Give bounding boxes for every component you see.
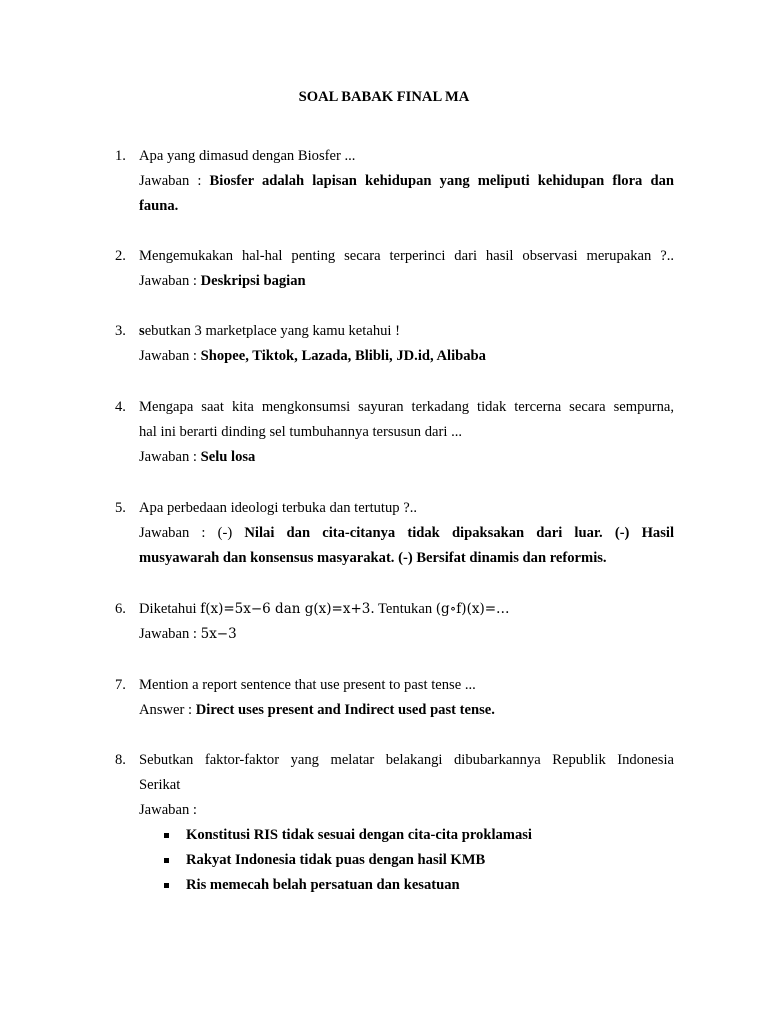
question-item-5 — [115, 496, 674, 571]
answer-line — [139, 622, 674, 647]
math-answer-expression: 5x−3 — [200, 626, 237, 642]
answer-text: Shopee, Tiktok, Lazada, Blibli, JD.id, Alibaba — [200, 348, 486, 364]
question-text-rest: ebutkan 3 marketplace yang kamu ketahui ! — [144, 323, 400, 339]
question-text: Sebutkan faktor-faktor yang melatar belakangi dibubarkannya Republik Indonesia — [139, 752, 674, 768]
document-title: SOAL BABAK FINAL MA — [298, 89, 470, 105]
question-text-continued: hal ini berarti dinding sel tumbuhannya tersusun dari ... — [139, 424, 463, 440]
question-text: Mengapa saat kita mengkonsumsi sayuran terkadang tidak tercerna secara sempurna, — [139, 399, 674, 415]
bullet-text: Konstitusi RIS tidak sesuai dengan cita-cita proklamasi — [186, 827, 532, 843]
answer-text-continued: fauna. — [139, 198, 179, 214]
square-bullet-icon — [164, 883, 169, 888]
question-number: 7. — [115, 677, 126, 693]
answer-label: Answer : — [139, 702, 196, 718]
question-number: 2. — [115, 248, 126, 264]
question-item-2 — [115, 244, 674, 294]
answer-text: Nilai dan cita-citanya tidak dipaksakan dari luar. (-) Hasil — [244, 525, 675, 541]
square-bullet-icon — [164, 858, 169, 863]
answer-label: Jawaban : — [139, 802, 197, 818]
answer-label: Jawaban : (-) — [139, 525, 245, 541]
answer-label: Jawaban : — [139, 273, 201, 289]
question-item-1 — [115, 144, 674, 219]
square-bullet-icon — [164, 833, 169, 838]
question-text-continued: Serikat — [139, 777, 181, 793]
answer-text: Selu losa — [200, 449, 256, 465]
answer-label: Jawaban : — [139, 449, 201, 465]
answer-text: Biosfer adalah lapisan kehidupan yang meliputi kehidupan flora dan — [209, 173, 674, 189]
answer-line — [139, 269, 674, 294]
answer-bullet-item — [139, 873, 674, 898]
bullet-text: Ris memecah belah persatuan dan kesatuan — [186, 877, 460, 893]
question-text — [139, 597, 674, 622]
question-number: 4. — [115, 399, 126, 415]
answer-label: Jawaban : — [139, 626, 201, 642]
answer-label: Jawaban : — [139, 173, 210, 189]
question-item-6 — [115, 597, 674, 647]
question-first-letter: s — [139, 323, 145, 339]
question-item-3 — [115, 319, 674, 369]
question-prefix: Diketahui — [139, 601, 201, 617]
question-text: Mengemukakan hal-hal penting secara terperinci dari hasil observasi merupakan ?.. — [139, 248, 674, 264]
math-given-expression: f(x)=5x−6 dan g(x)=x+3. — [200, 601, 375, 617]
answer-line — [139, 521, 674, 546]
question-text: Apa yang dimasud dengan Biosfer ... — [139, 148, 356, 164]
question-number: 8. — [115, 752, 126, 768]
answer-text: Deskripsi bagian — [200, 273, 306, 289]
question-item-4 — [115, 395, 674, 470]
answer-bullet-list — [139, 823, 674, 898]
question-text: Apa perbedaan ideologi terbuka dan tertutup ?.. — [139, 500, 417, 516]
answer-text-continued: musyawarah dan konsensus masyarakat. (-) Bersifat dinamis dan reformis. — [139, 550, 607, 566]
question-text — [139, 319, 674, 344]
answer-label: Jawaban : — [139, 348, 201, 364]
question-item-8 — [115, 748, 674, 898]
question-number: 6. — [115, 601, 126, 617]
question-text: Mention a report sentence that use present to past tense ... — [139, 677, 476, 693]
question-number: 3. — [115, 323, 126, 339]
answer-bullet-item — [139, 848, 674, 873]
question-mid: Tentukan — [374, 601, 436, 617]
answer-bullet-item — [139, 823, 674, 848]
question-number: 1. — [115, 148, 126, 164]
answer-text: Direct uses present and Indirect used past tense. — [195, 702, 495, 718]
math-asked-expression: (g∘f)(x)=… — [435, 601, 510, 617]
answer-line — [139, 445, 674, 470]
answer-line — [139, 344, 674, 369]
question-item-7 — [115, 673, 674, 723]
answer-line — [139, 169, 674, 194]
question-number: 5. — [115, 500, 126, 516]
bullet-text: Rakyat Indonesia tidak puas dengan hasil KMB — [186, 852, 486, 868]
answer-line — [139, 698, 674, 723]
